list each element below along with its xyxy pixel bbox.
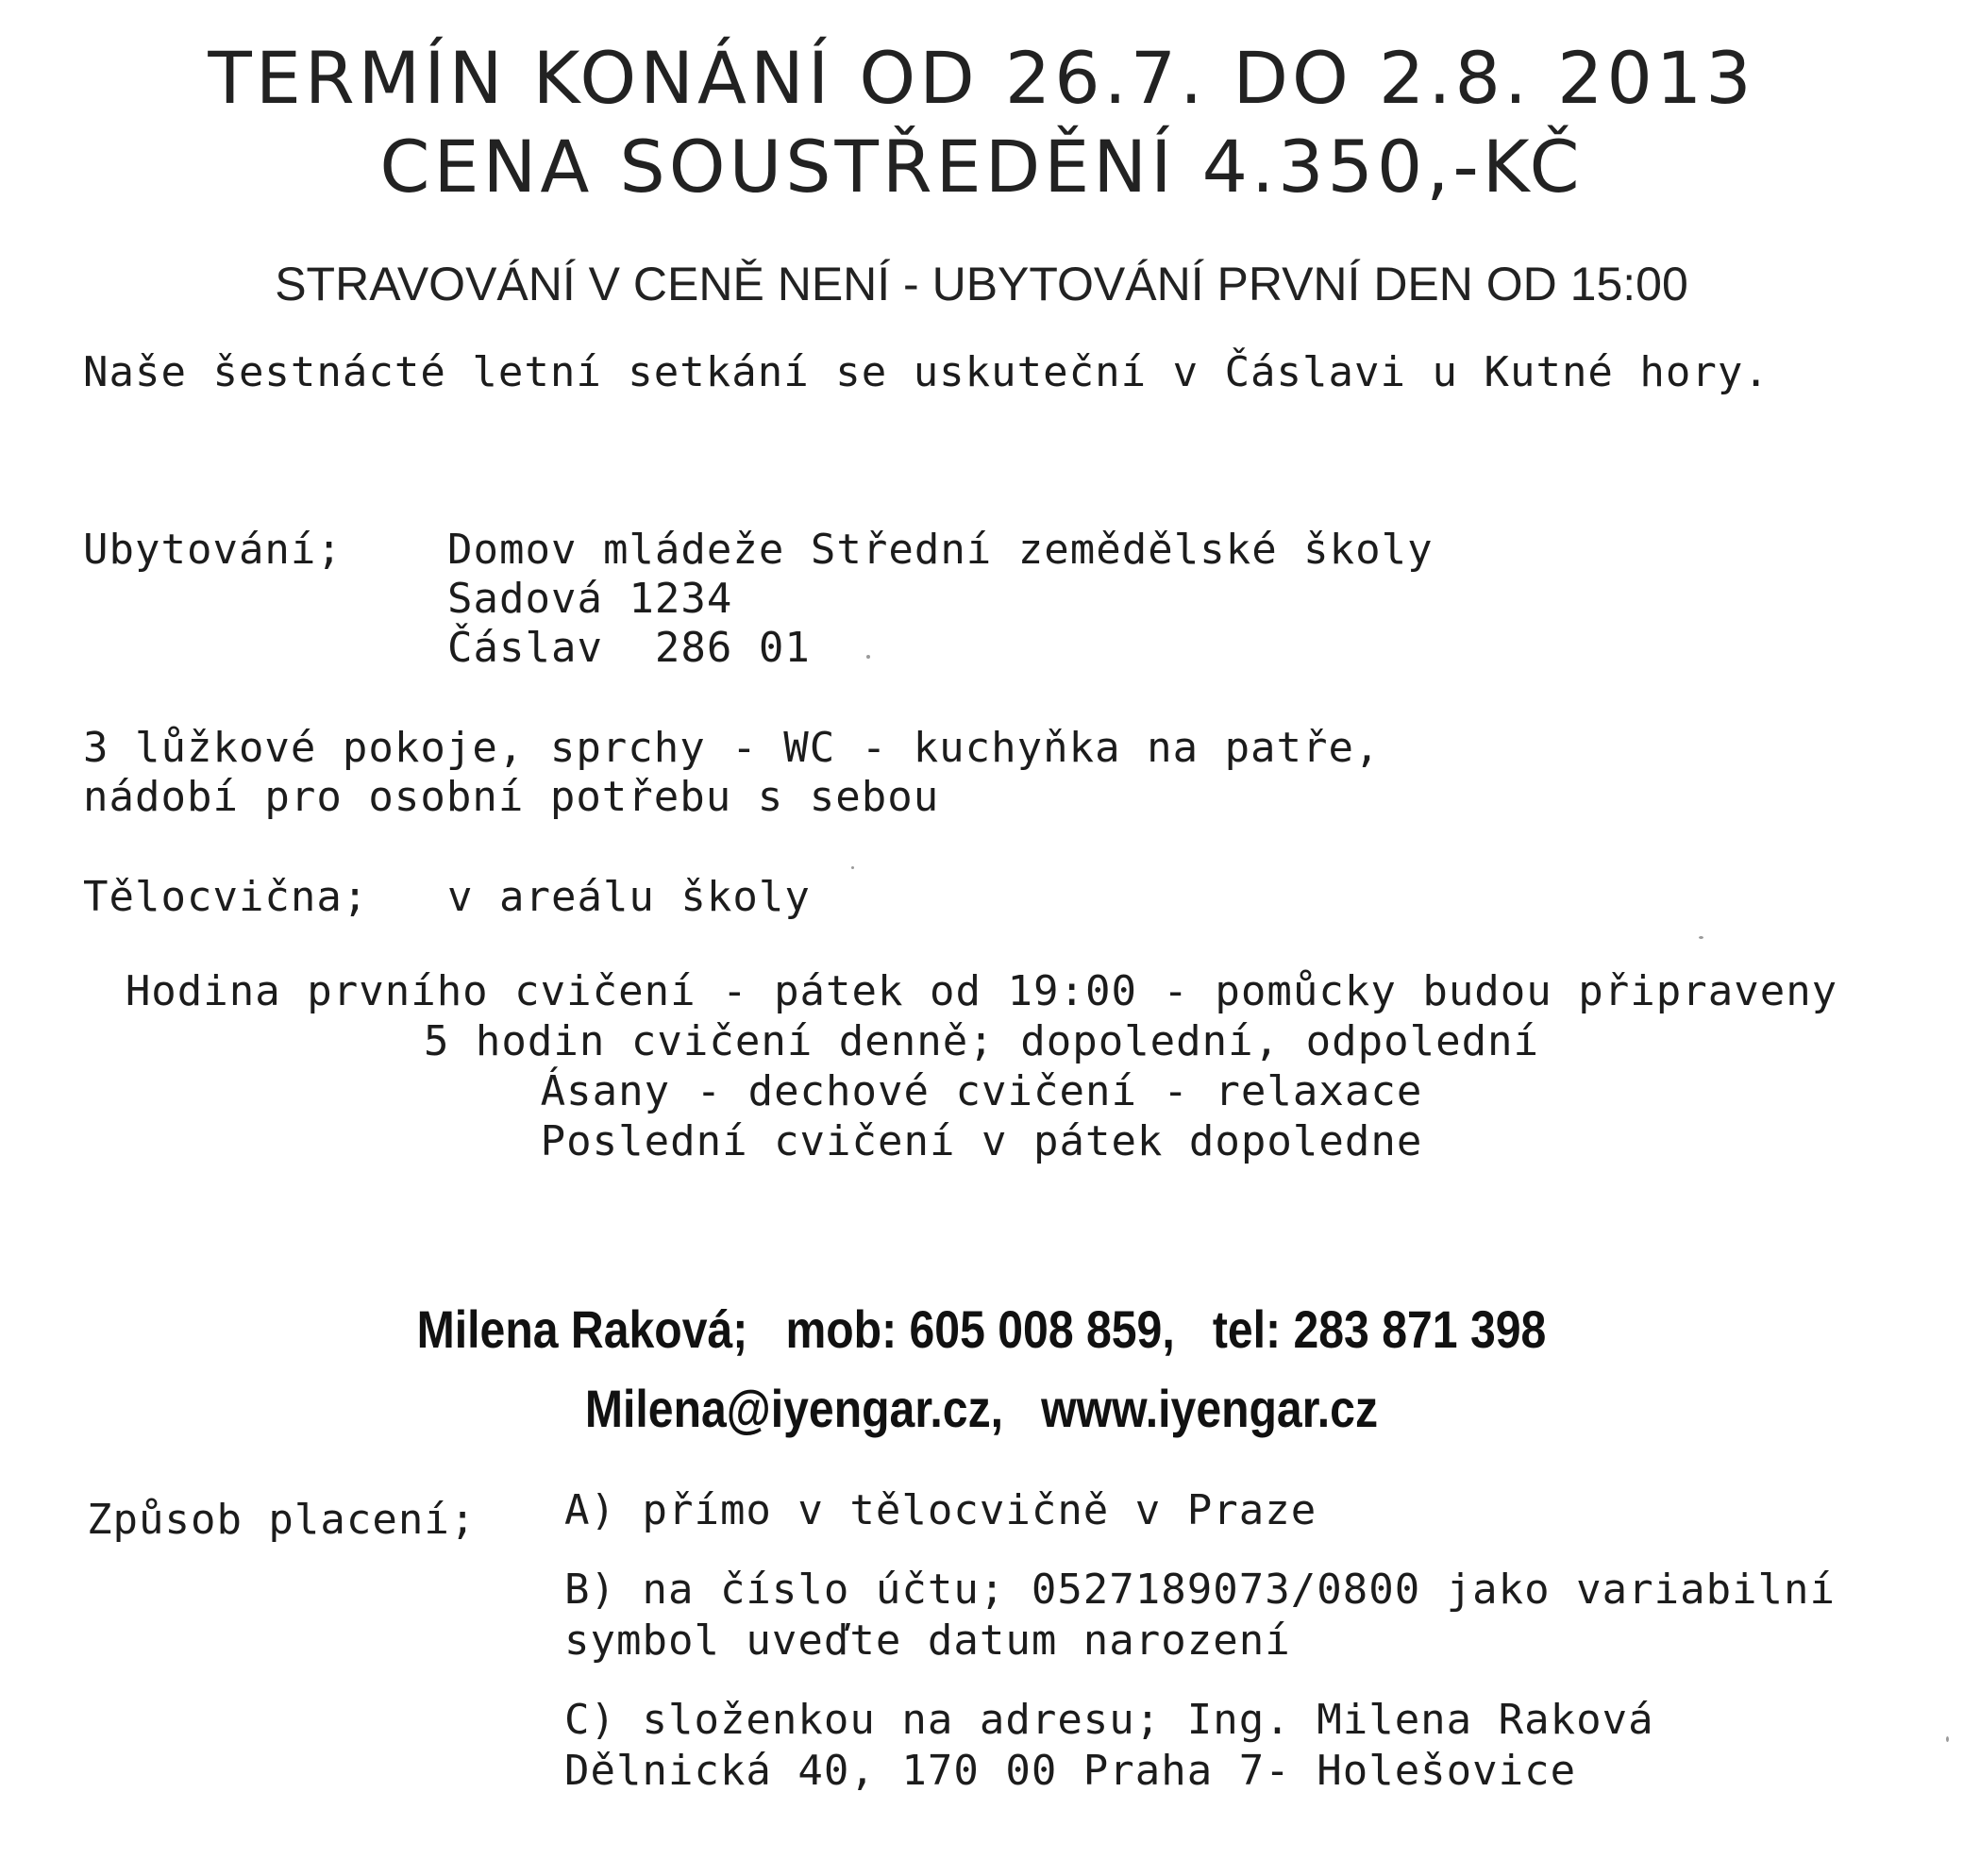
scan-speck	[851, 866, 854, 869]
payment-option-b-line-2: symbol uveďte datum narození	[564, 1616, 1291, 1665]
contact-phone-line: Milena Raková; mob: 605 008 859, tel: 283 871 398	[416, 1299, 1547, 1359]
rooms-line-2: nádobí pro osobní potřebu s sebou	[83, 773, 940, 821]
accommodation-city: Čáslav 286 01	[447, 624, 811, 672]
payment-label: Způsob placení;	[87, 1496, 477, 1544]
scan-speck	[1946, 1736, 1949, 1742]
payment-option-c-line-2: Dělnická 40, 170 00 Praha 7- Holešovice	[564, 1747, 1577, 1795]
schedule-line-4: Poslední cvičení v pátek dopoledne	[540, 1117, 1423, 1165]
accommodation-name: Domov mládeže Střední zemědělské školy	[447, 526, 1434, 574]
payment-option-c-line-1: C) složenkou na adresu; Ing. Milena Raková	[564, 1696, 1654, 1744]
schedule-line-3: Ásany - dechové cvičení - relaxace	[540, 1067, 1423, 1115]
accommodation-label: Ubytování;	[83, 526, 343, 574]
accommodation-street: Sadová 1234	[447, 575, 733, 623]
scan-speck	[866, 655, 870, 659]
schedule-line-1: Hodina prvního cvičení - pátek od 19:00 - pomůcky budou připraveny	[125, 967, 1838, 1015]
gym-value: v areálu školy	[447, 873, 811, 921]
rooms-line-1: 3 lůžkové pokoje, sprchy - WC - kuchyňka na patře,	[83, 724, 1381, 772]
event-price-heading: CENA SOUSTŘEDĚNÍ 4.350,-KČ	[379, 125, 1584, 209]
intro-text: Naše šestnácté letní setkání se uskuteční v Čáslavi u Kutné hory.	[83, 348, 1770, 396]
payment-option-b-line-1: B) na číslo účtu; 0527189073/0800 jako variabilní	[564, 1566, 1837, 1614]
meals-accommodation-note: STRAVOVÁNÍ V CENĚ NENÍ - UBYTOVÁNÍ PRVNÍ DEN OD 15:00	[275, 258, 1688, 310]
scan-speck	[1699, 936, 1703, 939]
contact-web-line: Milena@iyengar.cz, www.iyengar.cz	[584, 1379, 1379, 1438]
event-dates-heading: TERMÍN KONÁNÍ OD 26.7. DO 2.8. 2013	[208, 36, 1755, 120]
schedule-line-2: 5 hodin cvičení denně; dopolední, odpolední	[423, 1017, 1540, 1065]
gym-label: Tělocvična;	[83, 873, 369, 921]
payment-option-a: A) přímo v tělocvičně v Praze	[564, 1486, 1317, 1534]
